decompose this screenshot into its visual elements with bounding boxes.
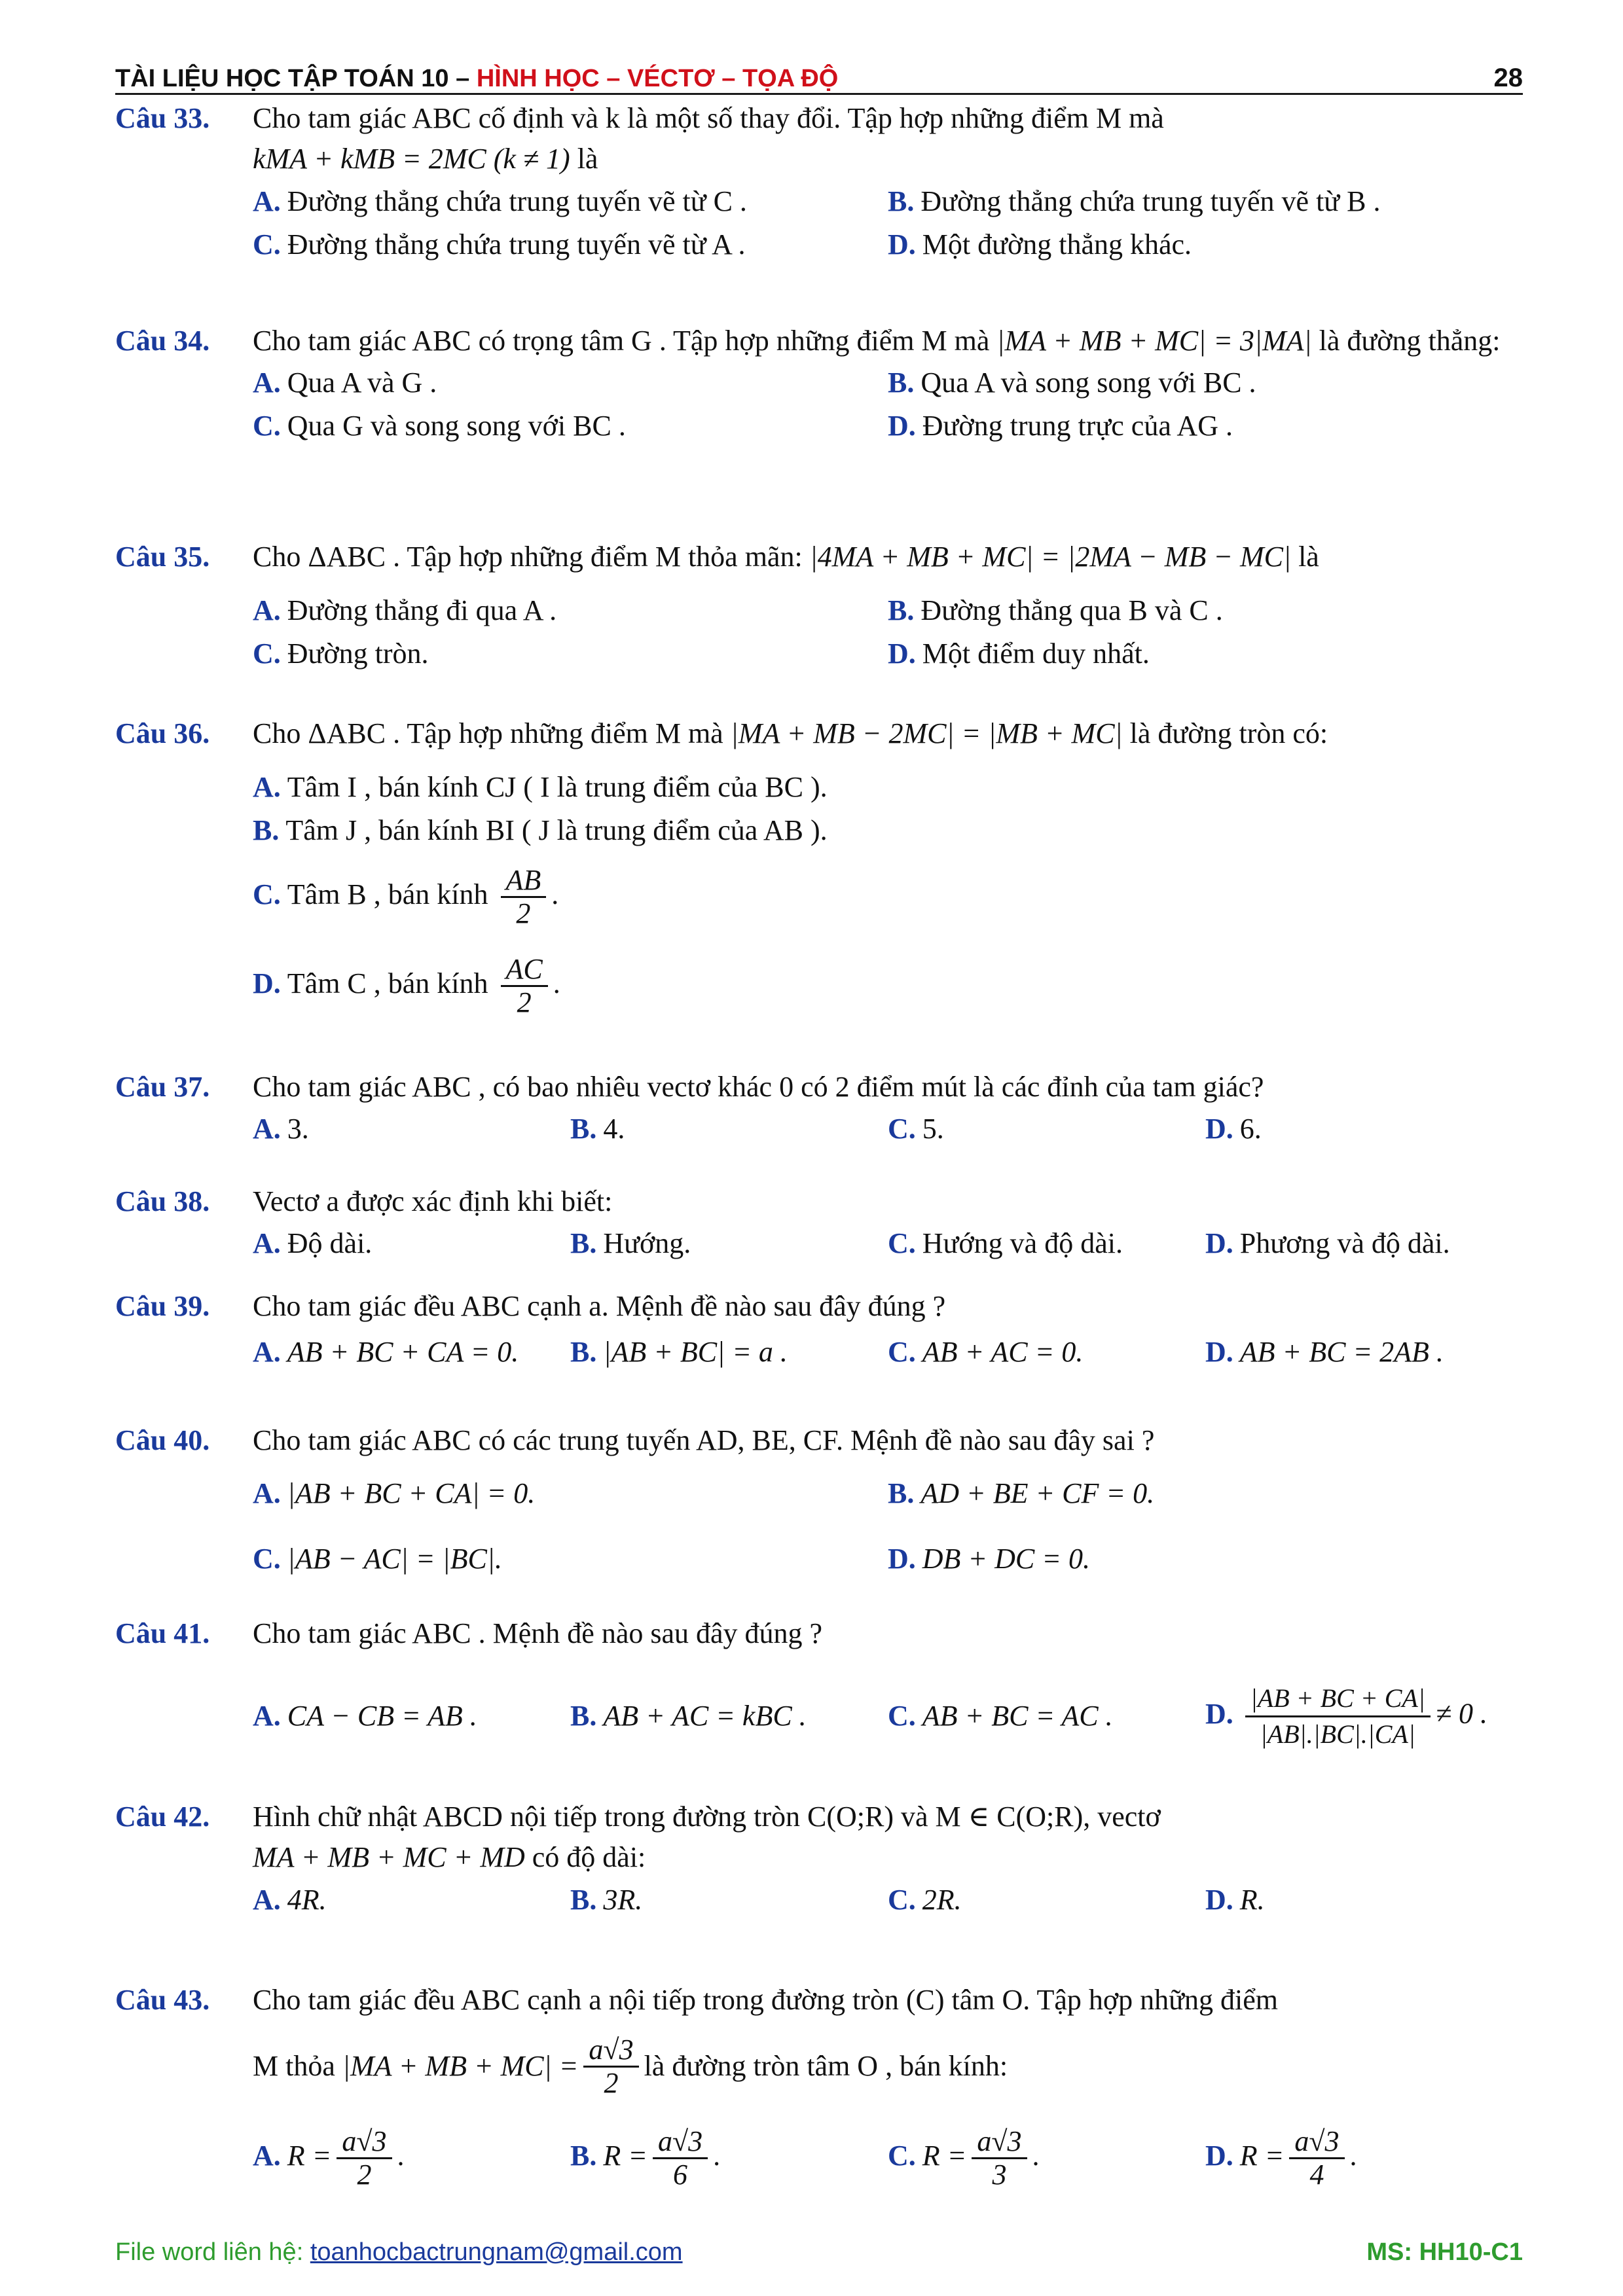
options bbox=[253, 1331, 1523, 1374]
question-label: Câu 37. bbox=[115, 1071, 210, 1103]
fraction: $\frac{a√3}{2}$ bbox=[583, 2034, 638, 2100]
question-label: Câu 41. bbox=[115, 1617, 210, 1649]
options bbox=[253, 589, 1523, 675]
question-text: Cho tam giác đều ABC cạnh a nội tiếp trong đường tròn (C) tâm O. Tập hợp những điểm M thỏa |MA + MB + MC| = $\frac{a√3}{2}$ là đường tròn tâm O , bán kính: bbox=[253, 1984, 1278, 2099]
question-text: Cho tam giác ABC có các trung tuyến AD, BE, CF. Mệnh đề nào sau đây sai ? bbox=[253, 1424, 1155, 1456]
question-text: Cho tam giác ABC cố định và k là một số thay đổi. Tập hợp những điểm M mà kMA + kMB = 2MC (k ≠ 1) là bbox=[253, 102, 1164, 175]
option-c[interactable]: C. AB + AC = 0. bbox=[888, 1336, 1084, 1369]
option-c[interactable]: C. Tâm B , bán kính $\frac{AB}{2}$ . bbox=[253, 863, 559, 929]
option-c[interactable]: C. Hướng và độ dài. bbox=[888, 1227, 1123, 1260]
question-41 bbox=[115, 1613, 1523, 1778]
option-d[interactable]: D. Đường trung trực của AG . bbox=[888, 410, 1233, 442]
question-38 bbox=[115, 1181, 1523, 1265]
option-d[interactable]: D. R = $\frac{a√3}{4}$ . bbox=[1205, 2125, 1357, 2191]
footer-contact: File word liên hệ: toanhocbactrungnam@gmail.com bbox=[115, 2238, 683, 2266]
question-text: Vectơ a được xác định khi biết: bbox=[253, 1185, 613, 1217]
options bbox=[253, 1878, 1523, 1922]
fraction: $\frac{a√3}{4}$ bbox=[1289, 2126, 1344, 2191]
page-header bbox=[115, 52, 1523, 95]
option-d[interactable]: D. R. bbox=[1205, 1883, 1265, 1916]
fraction: $\frac{a√3}{3}$ bbox=[972, 2126, 1027, 2191]
vector-equation: |MA + MB + MC| = 3|MA| bbox=[996, 325, 1312, 357]
option-a[interactable]: A. R = $\frac{a√3}{2}$ . bbox=[253, 2125, 405, 2191]
option-d[interactable]: D. Tâm C , bán kính $\frac{AC}{2}$ . bbox=[253, 952, 560, 1018]
options bbox=[253, 1222, 1523, 1265]
option-c[interactable]: C. Đường thẳng chứa trung tuyến vẽ từ A . bbox=[253, 228, 746, 260]
option-c[interactable]: C. |AB − AC| = |BC|. bbox=[253, 1543, 502, 1575]
option-b[interactable]: B. AB + AC = kBC . bbox=[570, 1700, 807, 1732]
question-43 bbox=[115, 1980, 1523, 2204]
option-c[interactable]: C. Đường tròn. bbox=[253, 637, 429, 670]
options bbox=[253, 1654, 1523, 1778]
question-33 bbox=[115, 98, 1523, 266]
question-text: Cho tam giác đều ABC cạnh a. Mệnh đề nào sau đây đúng ? bbox=[253, 1290, 946, 1322]
option-a[interactable]: A. Qua A và G . bbox=[253, 367, 437, 399]
question-label: Câu 38. bbox=[115, 1185, 210, 1217]
options bbox=[253, 1107, 1523, 1151]
fraction: $\frac{AB}{2}$ bbox=[501, 865, 547, 930]
question-label: Câu 33. bbox=[115, 102, 210, 134]
question-text: Cho tam giác ABC có trọng tâm G . Tập hợp những điểm M mà |MA + MB + MC| = 3|MA| là đường thẳng: bbox=[253, 325, 1501, 357]
question-label: Câu 42. bbox=[115, 1801, 210, 1833]
option-b[interactable]: B. R = $\frac{a√3}{6}$ . bbox=[570, 2125, 721, 2191]
options bbox=[253, 2112, 1523, 2204]
question-42 bbox=[115, 1797, 1523, 1922]
question-39 bbox=[115, 1286, 1523, 1374]
fraction: $\frac{|AB + BC + CA|}{|AB|.|BC|.|CA|}$ bbox=[1245, 1681, 1431, 1751]
option-d[interactable]: D. Phương và độ dài. bbox=[1205, 1227, 1450, 1260]
option-a[interactable]: A. Đường thẳng chứa trung tuyến vẽ từ C . bbox=[253, 185, 747, 217]
option-d[interactable]: D. Một đường thẳng khác. bbox=[888, 228, 1192, 260]
document-code: MS: HH10-C1 bbox=[1366, 2238, 1523, 2266]
option-c[interactable]: C. Qua G và song song với BC . bbox=[253, 410, 626, 442]
vector-equation: |4MA + MB + MC| = |2MA − MB − MC| bbox=[809, 541, 1292, 573]
question-text: Cho ΔABC . Tập hợp những điểm M mà |MA + MB − 2MC| = |MB + MC| là đường tròn có: bbox=[253, 717, 1328, 749]
option-a[interactable]: A. CA − CB = AB . bbox=[253, 1700, 477, 1732]
question-text: Hình chữ nhật ABCD nội tiếp trong đường tròn C(O;R) và M ∈ C(O;R), vectơ MA + MB + MC + MD có độ dài: bbox=[253, 1801, 1161, 1874]
header-title: TÀI LIỆU HỌC TẬP TOÁN 10 – HÌNH HỌC – VÉCTƠ – TỌA ĐỘ bbox=[115, 65, 839, 92]
question-text: Cho ΔABC . Tập hợp những điểm M thỏa mãn: |4MA + MB + MC| = |2MA − MB − MC| là bbox=[253, 541, 1319, 573]
page-number: 28 bbox=[1493, 63, 1523, 92]
question-36 bbox=[115, 713, 1523, 1030]
email-link[interactable]: toanhocbactrungnam@gmail.com bbox=[310, 2238, 683, 2266]
question-label: Câu 35. bbox=[115, 541, 210, 573]
option-a[interactable]: A. AB + BC + CA = 0. bbox=[253, 1336, 519, 1369]
option-a[interactable]: A. |AB + BC + CA| = 0. bbox=[253, 1477, 536, 1510]
question-40 bbox=[115, 1420, 1523, 1592]
vector-equation: |MA + MB + MC| = bbox=[342, 2050, 579, 2083]
option-b[interactable]: B. Hướng. bbox=[570, 1227, 691, 1260]
question-37 bbox=[115, 1067, 1523, 1151]
option-a[interactable]: A. Độ dài. bbox=[253, 1227, 373, 1260]
question-label: Câu 40. bbox=[115, 1424, 210, 1456]
option-a[interactable]: A. 3. bbox=[253, 1113, 309, 1145]
option-b[interactable]: B. |AB + BC| = a . bbox=[570, 1336, 788, 1369]
option-c[interactable]: C. 5. bbox=[888, 1113, 944, 1145]
vector-equation: kMA + kMB = 2MC (k ≠ 1) bbox=[253, 143, 570, 175]
question-35 bbox=[115, 537, 1523, 675]
option-d[interactable]: D. 6. bbox=[1205, 1113, 1262, 1145]
option-c[interactable]: C. AB + BC = AC . bbox=[888, 1700, 1113, 1732]
option-a[interactable]: A. 4R. bbox=[253, 1883, 327, 1916]
page-footer bbox=[115, 2238, 1523, 2267]
option-b[interactable]: B. Đường thẳng qua B và C . bbox=[888, 594, 1223, 627]
option-a[interactable]: A. Tâm I , bán kính CJ ( I là trung điểm của BC ). bbox=[253, 771, 828, 804]
vector-equation: |MA + MB − 2MC| = |MB + MC| bbox=[730, 717, 1123, 749]
option-d[interactable]: D. Một điểm duy nhất. bbox=[888, 637, 1150, 670]
options bbox=[253, 180, 1523, 266]
option-c[interactable]: C. 2R. bbox=[888, 1883, 962, 1916]
option-d[interactable]: D. DB + DC = 0. bbox=[888, 1543, 1090, 1575]
option-b[interactable]: B. AD + BE + CF = 0. bbox=[888, 1477, 1155, 1510]
fraction: $\frac{a√3}{2}$ bbox=[337, 2126, 392, 2191]
question-text: Cho tam giác ABC , có bao nhiêu vectơ khác 0 có 2 điểm mút là các đỉnh của tam giác? bbox=[253, 1071, 1264, 1103]
header-title-highlight: HÌNH HỌC – VÉCTƠ – TỌA ĐỘ bbox=[476, 65, 839, 92]
options bbox=[253, 361, 1523, 448]
option-a[interactable]: A. Đường thẳng đi qua A . bbox=[253, 594, 557, 627]
option-b[interactable]: B. Đường thẳng chứa trung tuyến vẽ từ B . bbox=[888, 185, 1381, 217]
option-d[interactable]: D. $\frac{|AB + BC + CA|}{|AB|.|BC|.|CA|}$ ≠ 0 . bbox=[1205, 1681, 1523, 1751]
option-d[interactable]: D. AB + BC = 2AB . bbox=[1205, 1336, 1444, 1369]
vector-expression: MA + MB + MC + MD bbox=[253, 1841, 525, 1874]
option-b[interactable]: B. 3R. bbox=[570, 1883, 643, 1916]
options bbox=[253, 1461, 1523, 1592]
option-b[interactable]: B. Qua A và song song với BC . bbox=[888, 367, 1256, 399]
option-c[interactable]: C. R = $\frac{a√3}{3}$ . bbox=[888, 2125, 1040, 2191]
option-b[interactable]: B. 4. bbox=[570, 1113, 625, 1145]
question-label: Câu 39. bbox=[115, 1290, 210, 1322]
question-label: Câu 36. bbox=[115, 717, 210, 749]
options bbox=[253, 766, 1523, 1030]
fraction: $\frac{AC}{2}$ bbox=[501, 954, 548, 1019]
question-label: Câu 43. bbox=[115, 1984, 210, 2016]
question-label: Câu 34. bbox=[115, 325, 210, 357]
question-34 bbox=[115, 321, 1523, 448]
question-text: Cho tam giác ABC . Mệnh đề nào sau đây đúng ? bbox=[253, 1617, 823, 1649]
option-b[interactable]: B. Tâm J , bán kính BI ( J là trung điểm của AB ). bbox=[253, 814, 828, 847]
fraction: $\frac{a√3}{6}$ bbox=[653, 2126, 708, 2191]
